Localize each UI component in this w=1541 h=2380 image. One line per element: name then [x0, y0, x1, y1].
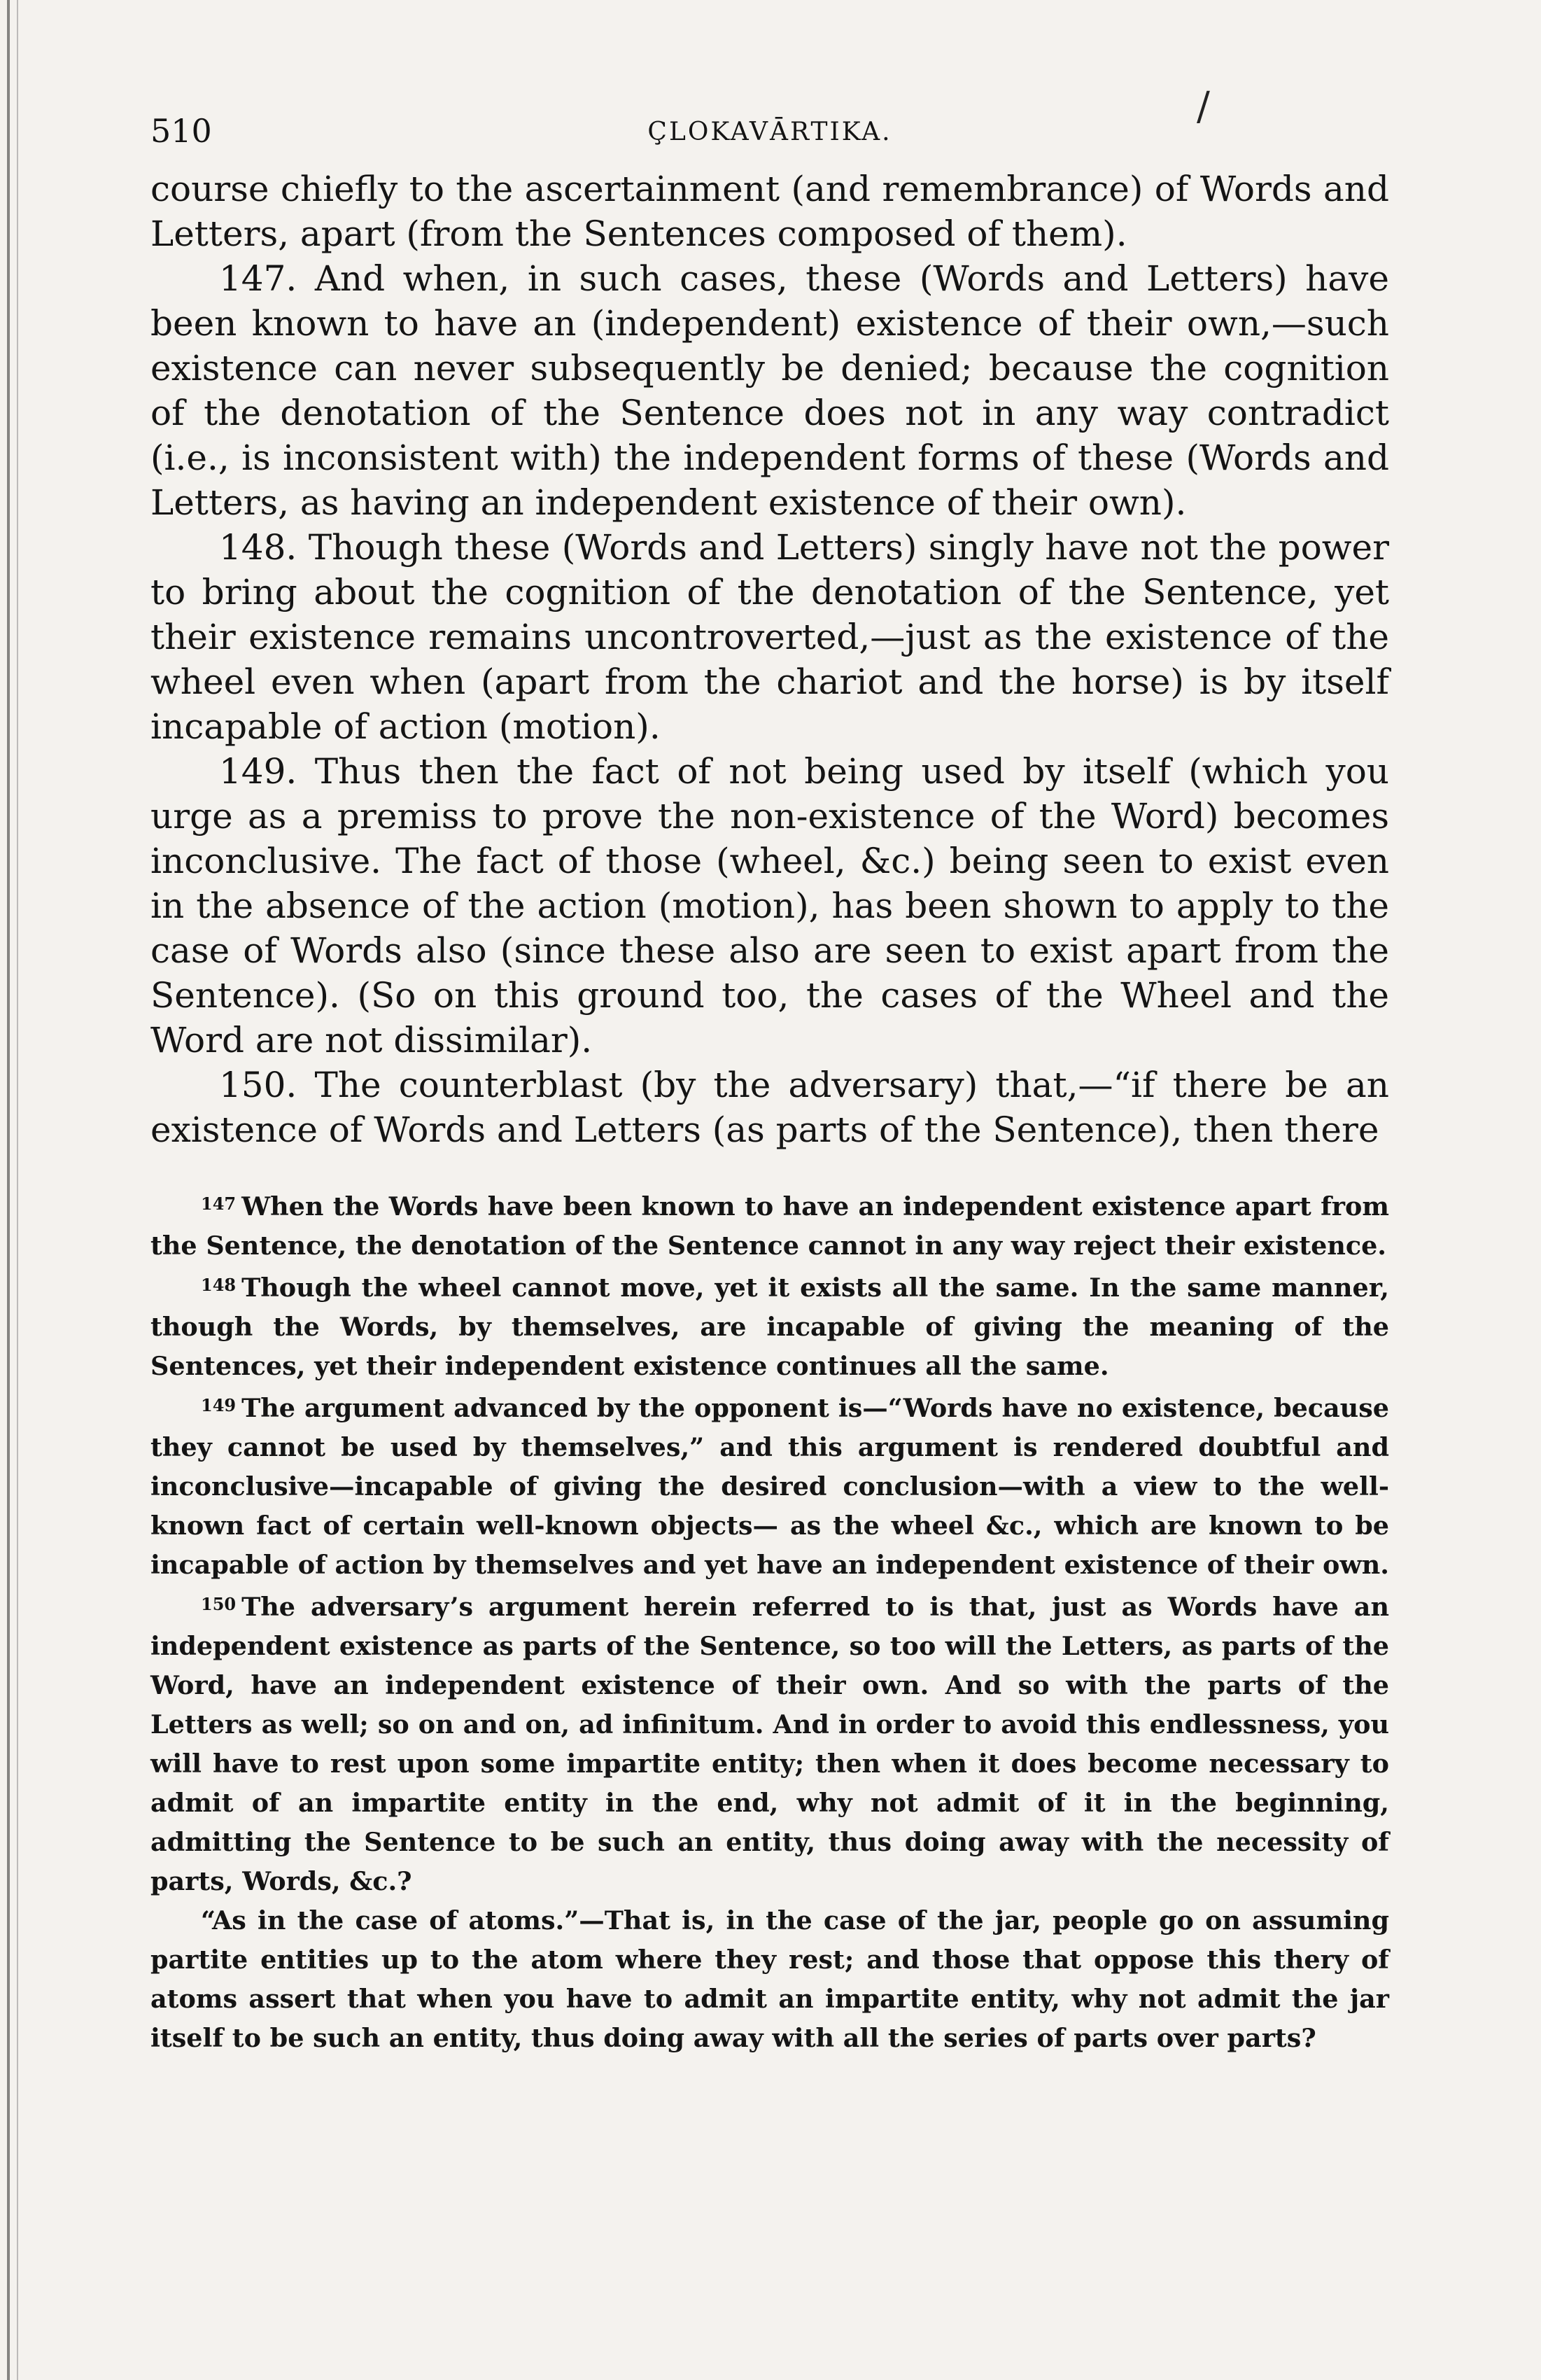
verse-text: Thus then the fact of not being used by itself (which you urge as a premiss to prove the non-existence of the Word) becomes inconclusive. The fact of those (wheel, &c.) being seen to exist even in the absence of the action (motion), has been shown to apply to the case of Words also (since these also are seen to exist apart from the Sentence). (So on this ground too, the cases of the Wheel and the Word are not dissimilar). [150, 751, 1389, 1060]
main-text [150, 167, 1389, 1152]
verse-paragraph-150 [150, 1063, 1389, 1152]
verse-number: 150. [219, 1065, 297, 1105]
page-number: 510 [150, 112, 212, 150]
verse-text: And when, in such cases, these (Words and Letters) have been known to have an (independent) existence of their own,—such existence can never subsequently be denied; because the cognition of the denotation of the Sentence does not in any way contradict (i.e., is inconsistent with) the independent forms of these (Words and Letters, as having an independent existence of their own). [150, 258, 1389, 523]
footnote-150-continuation [150, 1901, 1389, 2058]
footnote-148 [150, 1266, 1389, 1386]
page-header [150, 84, 1389, 161]
verse-number: 149. [219, 751, 297, 792]
footnotes [150, 1184, 1389, 2058]
footnote-number: 148 [201, 1275, 237, 1295]
footnote-number: 150 [201, 1594, 237, 1614]
footnote-text: Though the wheel cannot move, yet it exists all the same. In the same manner, though the Words, by themselves, are incapable of giving the meaning of the Sentences, yet their independent existence continues all the same. [150, 1273, 1389, 1381]
book-page [150, 84, 1389, 2058]
footnote-149 [150, 1386, 1389, 1585]
scan-binding-edge [7, 0, 10, 2380]
footnote-number: 149 [201, 1395, 237, 1415]
footnote-number: 147 [201, 1194, 237, 1214]
verse-number: 148. [219, 527, 297, 568]
scan-binding-edge-secondary [17, 0, 18, 2380]
footnote-text: When the Words have been known to have an independent existence apart from the Sentence, the denotation of the Sentence cannot in any way reject their existence. [150, 1191, 1389, 1261]
verse-paragraph-148 [150, 525, 1389, 749]
verse-text: Though these (Words and Letters) singly have not the power to bring about the cognition of the denotation of the Sentence, yet their existence remains uncontroverted,—just as the existence of the wheel even when (apart from the chariot and the horse) is by itself incapable of action (motion). [150, 527, 1389, 747]
footnote-text: “As in the case of atoms.”—That is, in the case of the jar, people go on assuming partite entities up to the atom where they rest; and those that oppose this thery of atoms assert that when you have to admit an impartite entity, why not admit the jar itself to be such an entity, thus doing away with all the series of parts over parts? [150, 1905, 1389, 2053]
footnote-150 [150, 1585, 1389, 1901]
stray-pen-mark: / [1197, 84, 1210, 130]
running-title: ÇLOKAVĀRTIKA. [647, 118, 892, 146]
verse-paragraph-147 [150, 256, 1389, 525]
footnote-text: The adversary’s argument herein referred to is that, just as Words have an independent existence as parts of the Sentence, so too will the Letters, as parts of the Word, have an independent existence of their own. And so with the parts of the Letters as well; so on and on, ad infinitum. And in order to avoid this endlessness, you will have to rest upon some impartite entity; then when it does become necessary to admit of an impartite entity in the end, why not admit of it in the beginning, admitting the Sentence to be such an entity, thus doing away with the necessity of parts, Words, &c.? [150, 1592, 1389, 1896]
footnote-147 [150, 1184, 1389, 1266]
verse-number: 147. [219, 258, 297, 299]
footnote-text: The argument advanced by the opponent is—“Words have no existence, because they cannot be used by themselves,” and this argument is rendered doubtful and inconclusive—incapable of giving the desired conclusion—with a view to the well-known fact of certain well-known objects— as the wheel &c., which are known to be incapable of action by themselves and yet have an independent existence of their own. [150, 1393, 1389, 1580]
continuation-paragraph: course chiefly to the ascertainment (and remembrance) of Words and Letters, apart (from the Sentences composed of them). [150, 169, 1389, 254]
verse-paragraph-149 [150, 749, 1389, 1063]
verse-text: The counterblast (by the adversary) that,—“if there be an existence of Words and Letters (as parts of the Sentence), then there [150, 1065, 1389, 1150]
